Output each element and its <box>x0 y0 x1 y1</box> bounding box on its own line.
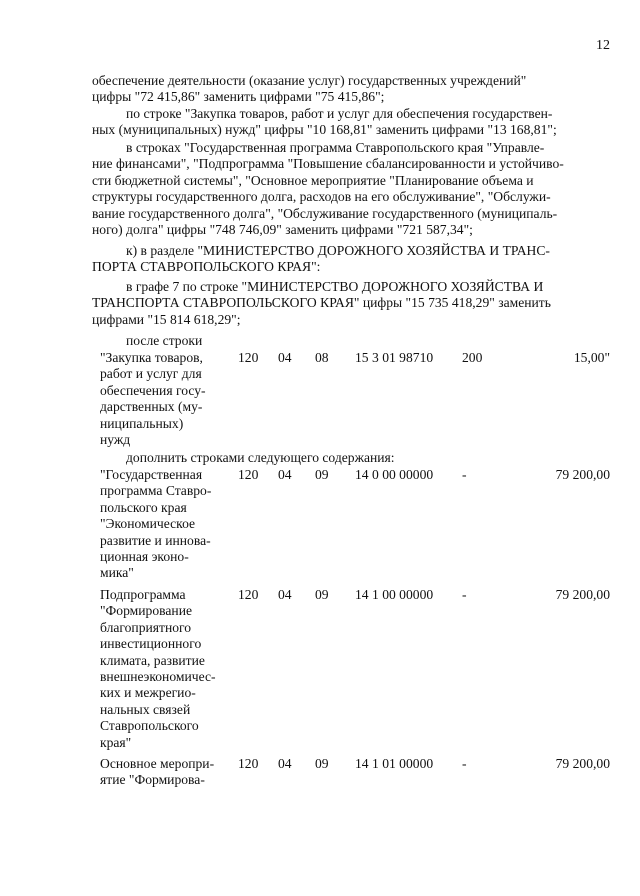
text-line: обеспечение деятельности (оказание услуг) государственных учреждений" <box>92 73 527 88</box>
text-line: по строке "Закупка товаров, работ и услуг для обеспечения государствен- <box>126 106 553 121</box>
ministry-code: 120 <box>238 587 259 602</box>
amount: 79 200,00 <box>555 756 610 771</box>
target-article-code: 15 3 01 98710 <box>355 350 434 365</box>
target-article-code: 14 1 00 00000 <box>355 587 434 602</box>
text-line: ного) долга" цифры "748 746,09" заменить цифрами "721 587,34"; <box>92 222 473 238</box>
row-name: "Государственная программа Ставро- польского края "Экономическое развитие и иннова- ционная эконо- мика" <box>100 467 212 581</box>
expense-type-code: - <box>462 587 467 602</box>
text-line: цифрами "15 814 618,29"; <box>92 311 241 327</box>
row-name: Основное меропри- ятие "Формирова- <box>100 756 215 788</box>
text-line: в строках "Государственная программа Ставропольского края "Управле- <box>126 140 545 155</box>
subsection-code: 09 <box>315 467 329 482</box>
section-code: 04 <box>278 350 292 365</box>
paragraph-5 <box>92 279 612 328</box>
ministry-code: 120 <box>238 350 259 365</box>
text-line: ние финансами", "Подпрограмма "Повышение сбалансированности и устойчиво- <box>92 156 564 172</box>
subsection-code: 09 <box>315 587 329 602</box>
section-code: 04 <box>278 467 292 482</box>
add-rows-label: дополнить строками следующего содержания: <box>126 450 395 465</box>
expense-type-code: 200 <box>462 350 483 365</box>
row-name: Подпрограмма "Формирование благоприятного инвестиционного климата, развитие внешнеэкономичес- ких и межрегио- нальных связей Ставропольского края" <box>100 587 216 750</box>
paragraph-3 <box>92 140 612 238</box>
after-rows-label: после строки <box>126 333 203 348</box>
text-line: вание государственного долга", "Обслуживание государственного (муниципаль- <box>92 205 558 221</box>
text-line: структуры государственного долга, расходов на его обслуживание", "Обслужи- <box>92 189 551 205</box>
text-line: ТРАНСПОРТА СТАВРОПОЛЬСКОГО КРАЯ" цифры "15 735 418,29" заменить <box>92 295 551 311</box>
section-heading-paragraph <box>92 243 612 276</box>
text-line: к) в разделе "МИНИСТЕРСТВО ДОРОЖНОГО ХОЗЯЙСТВА И ТРАНС- <box>126 243 550 258</box>
page-number: 12 <box>596 38 610 53</box>
ministry-code: 120 <box>238 756 259 771</box>
text-line: сти бюджетной системы", "Основное мероприятие "Планирование объема и <box>92 172 534 188</box>
text-line: ных (муниципальных) нужд" цифры "10 168,81" заменить цифрами "13 168,81"; <box>92 122 557 138</box>
paragraph-2 <box>92 106 612 139</box>
ministry-code: 120 <box>238 467 259 482</box>
amount: 79 200,00 <box>555 587 610 602</box>
text-line: цифры "72 415,86" заменить цифрами "75 415,86"; <box>92 89 385 105</box>
text-line: ПОРТА СТАВРОПОЛЬСКОГО КРАЯ": <box>92 259 321 275</box>
section-code: 04 <box>278 587 292 602</box>
target-article-code: 14 1 01 00000 <box>355 756 434 771</box>
target-article-code: 14 0 00 00000 <box>355 467 434 482</box>
section-code: 04 <box>278 756 292 771</box>
row-name: "Закупка товаров, работ и услуг для обеспечения госу- дарственных (му- ниципальных) нужд <box>100 350 206 448</box>
amount: 79 200,00 <box>555 467 610 482</box>
expense-type-code: - <box>462 467 467 482</box>
expense-type-code: - <box>462 756 467 771</box>
paragraph-1 <box>92 73 612 106</box>
subsection-code: 08 <box>315 350 329 365</box>
text-line: в графе 7 по строке "МИНИСТЕРСТВО ДОРОЖНОГО ХОЗЯЙСТВА И <box>126 279 544 294</box>
subsection-code: 09 <box>315 756 329 771</box>
amount: 15,00" <box>573 350 610 365</box>
